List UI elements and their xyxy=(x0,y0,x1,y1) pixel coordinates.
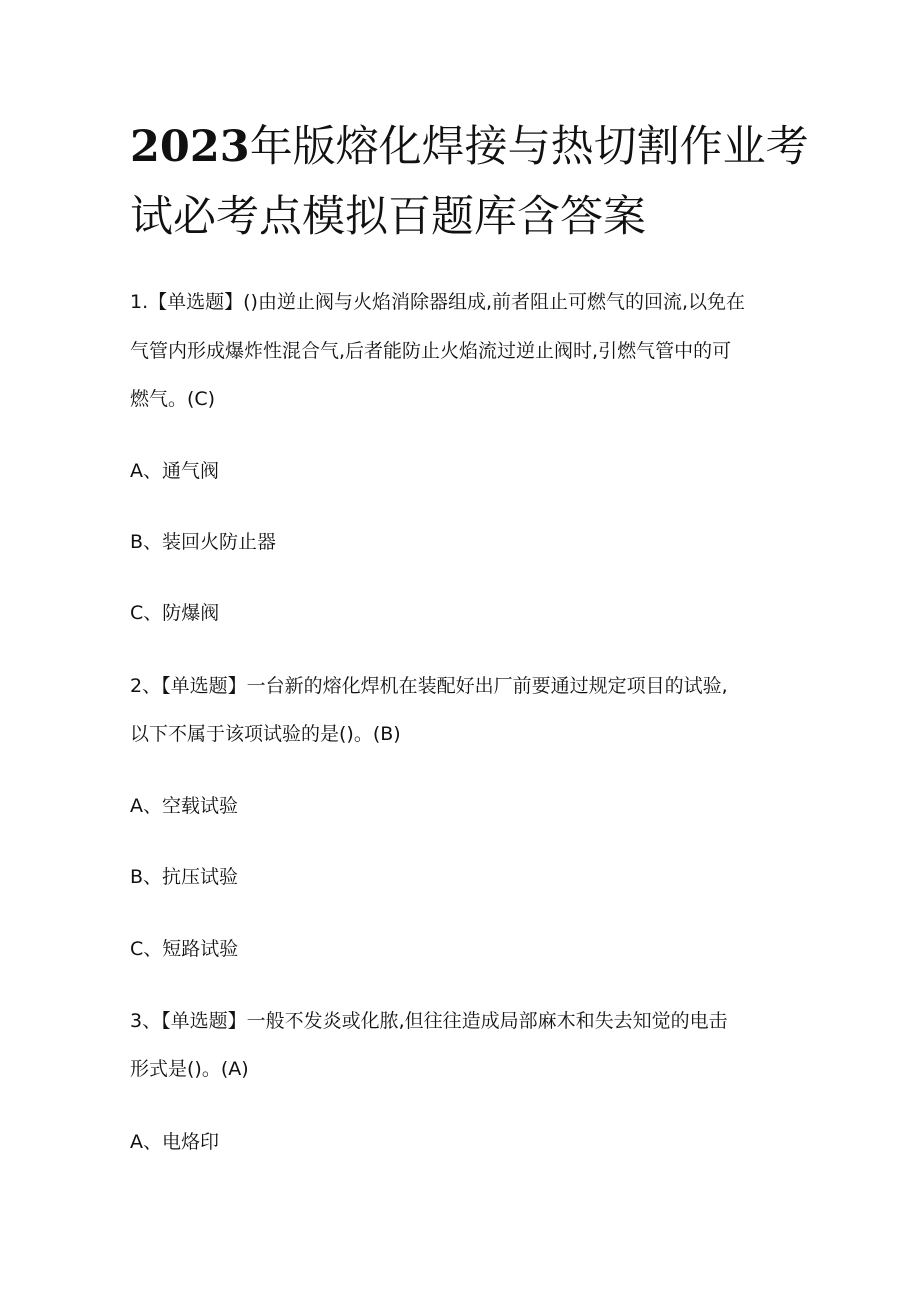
title-year: 2023 xyxy=(130,122,250,172)
question-1-option-c: C、防爆阀 xyxy=(130,602,220,624)
question-3-option-a: A、电烙印 xyxy=(130,1131,219,1153)
question-2-stem-line-2: 以下不属于该项试验的是()。(B) xyxy=(130,723,401,745)
title-line1-text: 年版熔化焊接与热切割作业考 xyxy=(249,122,809,172)
question-1-option-a: A、通气阀 xyxy=(130,460,219,482)
question-2-stem-line-1: 2、【单选题】一台新的熔化焊机在装配好出厂前要通过规定项目的试验, xyxy=(130,675,728,697)
question-1-stem-line-3: 燃气。(C) xyxy=(130,388,216,410)
question-2-option-c: C、短路试验 xyxy=(130,938,239,960)
question-1-stem-line-2: 气管内形成爆炸性混合气,后者能防止火焰流过逆止阀时,引燃气管中的可 xyxy=(130,340,732,362)
question-2-option-b: B、抗压试验 xyxy=(130,866,239,888)
title-line2-text: 试必考点模拟百题库含答案 xyxy=(130,192,646,242)
document-title xyxy=(130,112,810,252)
question-1-option-b: B、装回火防止器 xyxy=(130,531,277,553)
question-1-stem-line-1: 1.【单选题】()由逆止阀与火焰消除器组成,前者阻止可燃气的回流,以免在 xyxy=(130,291,746,313)
question-2-option-a: A、空载试验 xyxy=(130,795,238,817)
question-3-stem-line-2: 形式是()。(A) xyxy=(130,1058,249,1080)
question-3-stem-line-1: 3、【单选题】一般不发炎或化脓,但往往造成局部麻木和失去知觉的电击 xyxy=(130,1010,728,1032)
